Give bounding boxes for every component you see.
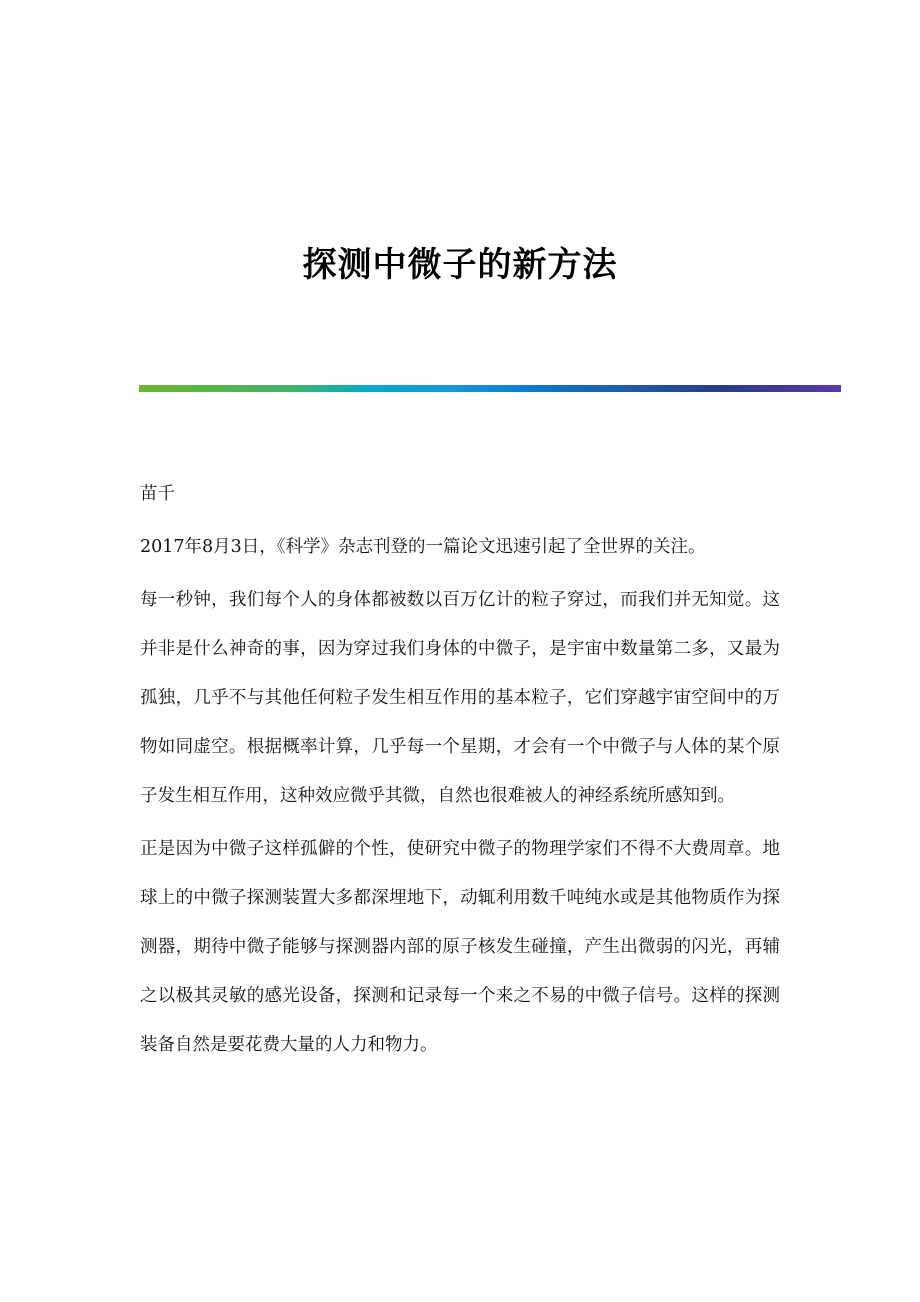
article-body <box>140 470 780 1074</box>
paragraph-1: 2017年8月3日，《科学》杂志刊登的一篇论文迅速引起了全世界的关注。 <box>140 537 706 557</box>
gradient-divider <box>139 385 841 392</box>
document-title: 探测中微子的新方法 <box>302 244 618 285</box>
paragraph-3: 正是因为中微子这样孤僻的个性，使研究中微子的物理学家们不得不大费周章。地球上的中微子探测装置大多都深埋地下，动辄利用数千吨纯水或是其他物质作为探测器，期待中微子能够与探测器内部的原子核发生碰撞，产生出微弱的闪光，再辅之以极其灵敏的感光设备，探测和记录每一个来之不易的中微子信号。这样的探测装备自然是要花费大量的人力和物力。 <box>140 839 780 1055</box>
paragraph-2: 每一秒钟，我们每个人的身体都被数以百万亿计的粒子穿过，而我们并无知觉。这并非是什么神奇的事，因为穿过我们身体的中微子，是宇宙中数量第二多，又最为孤独，几乎不与其他任何粒子发生相互作用的基本粒子，它们穿越宇宙空间中的万物如同虚空。根据概率计算，几乎每一个星期，才会有一个中微子与人体的某个原子发生相互作用，这种效应微乎其微，自然也很难被人的神经系统所感知到。 <box>140 590 780 806</box>
author-name: 苗千 <box>140 484 175 504</box>
